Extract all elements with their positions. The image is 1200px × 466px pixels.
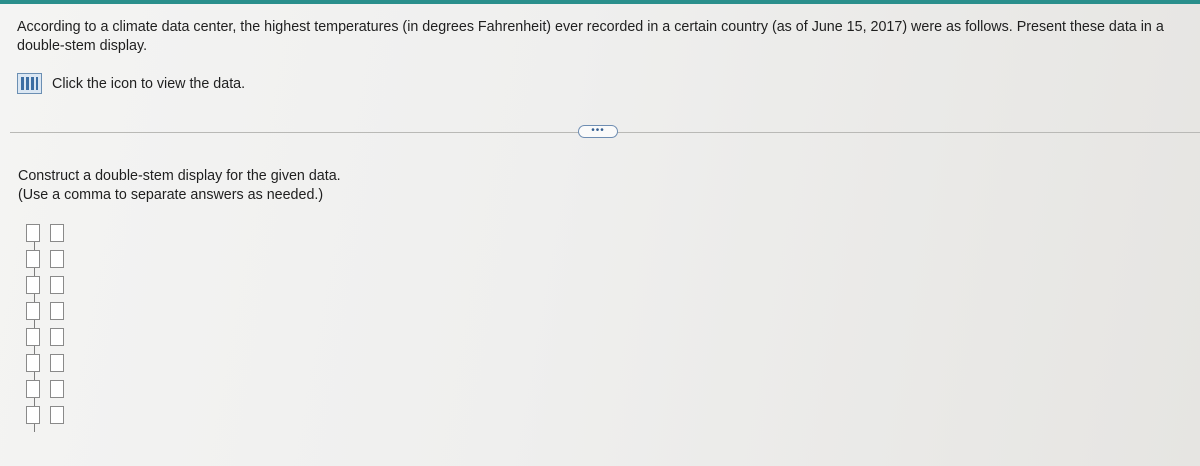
leaf-input-box[interactable] bbox=[50, 276, 64, 294]
double-stem-display bbox=[26, 224, 64, 432]
leaf-input-box[interactable] bbox=[50, 224, 64, 242]
stem-row bbox=[26, 406, 64, 432]
view-data-label: Click the icon to view the data. bbox=[52, 75, 246, 92]
stem-input-box[interactable] bbox=[26, 406, 40, 424]
top-accent-bar bbox=[0, 0, 1200, 4]
stem-row bbox=[26, 250, 64, 276]
stem-row bbox=[26, 380, 64, 406]
stem-row bbox=[26, 302, 64, 328]
stem-input-box[interactable] bbox=[26, 302, 40, 320]
leaf-input-box[interactable] bbox=[50, 250, 64, 268]
view-data-link[interactable] bbox=[17, 73, 245, 94]
leaf-input-box[interactable] bbox=[50, 380, 64, 398]
leaf-input-box[interactable] bbox=[50, 406, 64, 424]
instruction-line-2: (Use a comma to separate answers as needed.) bbox=[18, 186, 324, 203]
stem-row bbox=[26, 224, 64, 250]
leaf-input-box[interactable] bbox=[50, 354, 64, 372]
leaf-input-box[interactable] bbox=[50, 328, 64, 346]
instructions bbox=[18, 167, 341, 204]
stem-input-box[interactable] bbox=[26, 328, 40, 346]
leaf-input-box[interactable] bbox=[50, 302, 64, 320]
stem-input-box[interactable] bbox=[26, 380, 40, 398]
instruction-line-1: Construct a double-stem display for the given data. bbox=[18, 168, 341, 184]
stem-input-box[interactable] bbox=[26, 354, 40, 372]
stem-input-box[interactable] bbox=[26, 276, 40, 294]
question-text: According to a climate data center, the highest temperatures (in degrees Fahrenheit) ever recorded in a certain country (as of June 15, 2017) were as follows. Present these data in a double-stem display. bbox=[17, 19, 1164, 54]
stem-input-box[interactable] bbox=[26, 224, 40, 242]
stem-row bbox=[26, 354, 64, 380]
stem-row bbox=[26, 328, 64, 354]
more-options-button[interactable]: ••• bbox=[578, 125, 618, 138]
stem-row bbox=[26, 276, 64, 302]
table-icon[interactable] bbox=[17, 73, 42, 94]
stem-input-box[interactable] bbox=[26, 250, 40, 268]
